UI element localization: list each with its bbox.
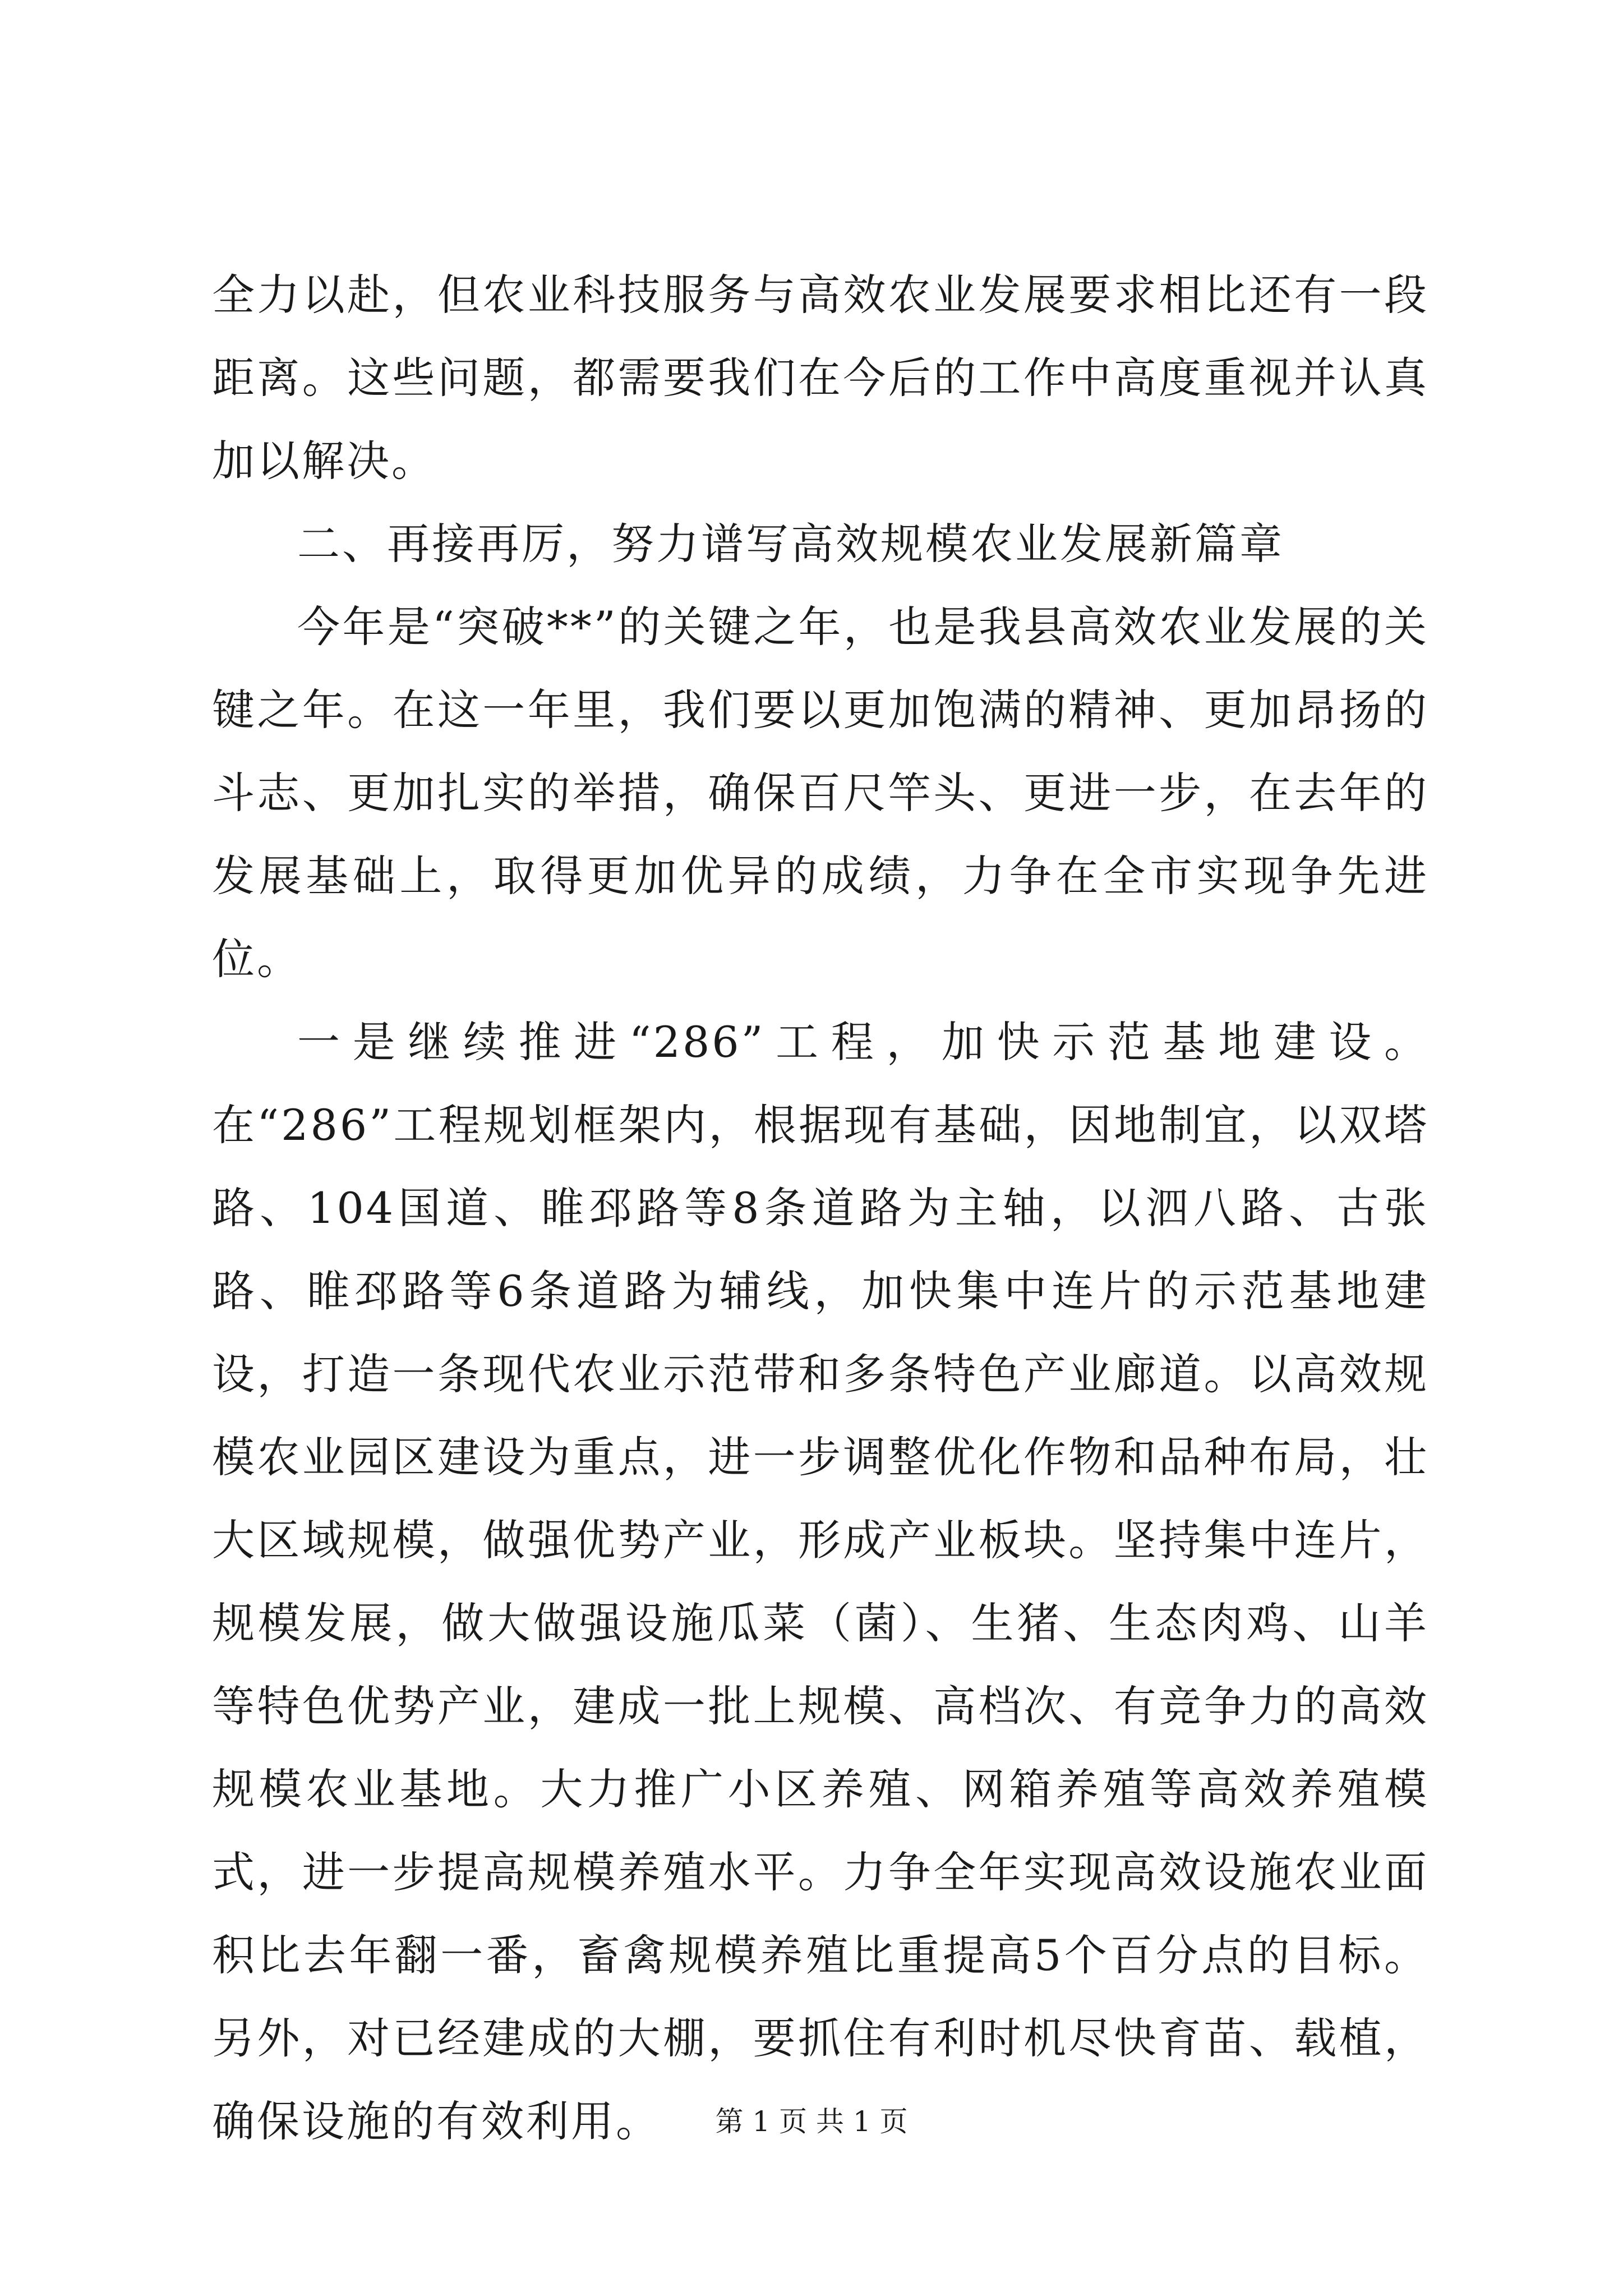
body-paragraph: 全力以赴，但农业科技服务与高效农业发展要求相比还有一段距离。这些问题，都需要我们在今后的工作中高度重视并认真加以解决。	[212, 270, 1429, 486]
section-heading: 二、再接再厉，努力谱写高效规模农业发展新篇章	[297, 519, 1284, 569]
document-body	[212, 254, 1429, 2163]
body-paragraph: 一是继续推进“286”工程，加快示范基地建设。在“286”工程规划框架内，根据现有基础，因地制宜，以双塔路、104国道、睢邳路等8条道路为主轴，以泗八路、古张路、睢邳路等6条道路为辅线，加快集中连片的示范基地建设，打造一条现代农业示范带和多条特色产业廊道。以高效规模农业园区建设为重点，进一步调整优化作物和品种布局，壮大区域规模，做强优势产业，形成产业板块。坚持集中连片，规模发展，做大做强设施瓜菜（菌）、生猪、生态肉鸡、山羊等特色优势产业，建成一批上规模、高档次、有竞争力的高效规模农业基地。大力推广小区养殖、网箱养殖等高效养殖模式，进一步提高规模养殖水平。力争全年实现高效设施农业面积比去年翻一番，畜禽规模养殖比重提高5个百分点的目标。另外，对已经建成的大棚，要抓住有利时机尽快育苗、载植，确保设施的有效利用。	[212, 1017, 1429, 2146]
page-number-footer: 第 1 页 共 1 页	[715, 2105, 908, 2138]
body-paragraph: 今年是“突破**”的关键之年，也是我县高效农业发展的关键之年。在这一年里，我们要以更加饱满的精神、更加昂扬的斗志、更加扎实的举措，确保百尺竿头、更进一步，在去年的发展基础上，取得更加优异的成绩，力争在全市实现争先进位。	[212, 602, 1429, 984]
